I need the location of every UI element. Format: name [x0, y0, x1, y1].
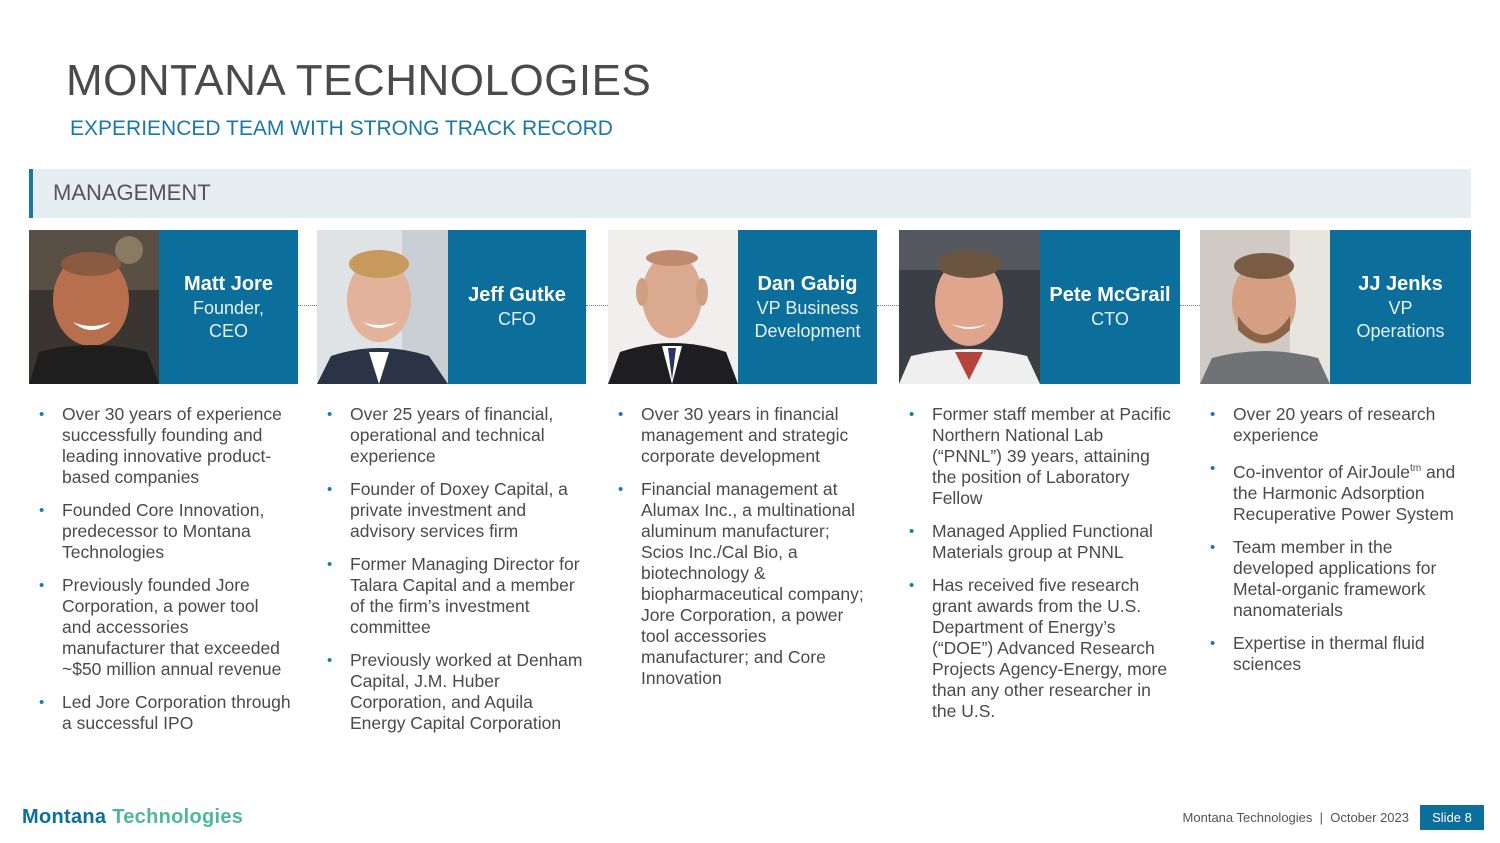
bio-text: Co-inventor of AirJoule	[1233, 461, 1411, 482]
member-namebox	[159, 230, 298, 384]
member-card-jj-jenks	[1200, 230, 1471, 384]
section-header	[29, 169, 1471, 218]
bio-list-matt-jore	[29, 404, 291, 746]
member-role: CEO	[208, 320, 248, 341]
bio-bullet: • Over 30 years in financial management and strategic corporate development	[608, 404, 874, 467]
bio-bullet: • Has received five research grant awards from the U.S. Department of Energy’s (“DOE”) Advanced Research Projects Agency-Energy, more than any other researcher in the U.S.	[899, 575, 1173, 722]
member-role: VP Business	[756, 297, 859, 318]
member-name: Jeff Gutke	[468, 284, 566, 306]
member-photo	[1200, 230, 1330, 384]
company-logo	[22, 806, 243, 829]
logo-part1: Montana	[22, 806, 107, 828]
member-role: CTO	[1091, 309, 1129, 329]
member-photo	[899, 230, 1040, 384]
member-name: Dan Gabig	[757, 272, 858, 295]
bio-bullet: • Managed Applied Functional Materials group at PNNL	[899, 521, 1173, 563]
bio-bullet: • Former staff member at Pacific Northern National Lab (“PNNL”) 39 years, attaining the position of Laboratory Fellow	[899, 404, 1173, 509]
connector-line	[1180, 305, 1200, 306]
member-role: CFO	[498, 309, 536, 329]
bio-bullet: • Over 25 years of financial, operational and technical experience	[317, 404, 585, 467]
connector-line	[298, 305, 317, 306]
member-role: VP	[1388, 297, 1413, 318]
member-card-dan-gabig	[608, 230, 877, 384]
bio-bullet: • Team member in the developed applications for Metal-organic framework nanomaterials	[1200, 537, 1472, 621]
member-name: JJ Jenks	[1358, 272, 1443, 295]
member-namebox	[738, 230, 877, 384]
member-photo	[317, 230, 448, 384]
bio-bullet: • Previously founded Jore Corporation, a power tool and accessories manufacturer that exceeded ~$50 million annual revenue	[29, 575, 291, 680]
connector-line	[877, 305, 899, 306]
bio-bullet: • Founder of Doxey Capital, a private investment and advisory services firm	[317, 479, 585, 542]
member-namebox	[1040, 230, 1180, 384]
bio-bullet: • Financial management at Alumax Inc., a multinational aluminum manufacturer; Scios Inc./Cal Bio, a biotechnology & biopharmaceutical company; Jore Corporation, a power tool accessories manufacturer; and Core Innovation	[608, 479, 874, 689]
member-card-jeff-gutke	[317, 230, 586, 384]
member-role: Development	[754, 320, 861, 341]
member-photo	[608, 230, 738, 384]
member-card-matt-jore	[29, 230, 298, 384]
bio-bullet: • Expertise in thermal fluid sciences	[1200, 633, 1472, 675]
trademark-sup: tm	[1410, 463, 1422, 474]
connector-line	[586, 305, 608, 306]
logo-part2: Technologies	[112, 806, 244, 828]
bio-list-dan-gabig	[608, 404, 874, 701]
bio-list-jeff-gutke	[317, 404, 585, 746]
member-name: Pete McGrail	[1049, 284, 1171, 306]
bio-bullet: • Led Jore Corporation through a successful IPO	[29, 692, 291, 734]
member-role: Operations	[1356, 320, 1445, 341]
bio-list-pete-mcgrail	[899, 404, 1173, 734]
bio-text: and the Harmonic Adsorption Recuperative Power System	[1233, 461, 1456, 524]
member-card-pete-mcgrail	[899, 230, 1180, 384]
bio-list-jj-jenks	[1200, 404, 1472, 687]
bio-bullet: • Former Managing Director for Talara Capital and a member of the firm’s investment committee	[317, 554, 585, 638]
slide-number-badge: Slide 8	[1420, 805, 1484, 830]
bio-bullet: • Over 30 years of experience successfully founding and leading innovative product-based companies	[29, 404, 291, 488]
page-subtitle: EXPERIENCED TEAM WITH STRONG TRACK RECORD	[70, 117, 613, 140]
footer-text: Montana Technologies | October 2023	[1182, 810, 1409, 825]
bio-bullet: • Founded Core Innovation, predecessor to Montana Technologies	[29, 500, 291, 563]
member-namebox	[448, 230, 586, 384]
bio-bullet: • Previously worked at Denham Capital, J.M. Huber Corporation, and Aquila Energy Capital Corporation	[317, 650, 585, 734]
bio-bullet: • Over 20 years of research experience	[1200, 404, 1472, 446]
section-title: MANAGEMENT	[53, 180, 211, 205]
member-namebox	[1330, 230, 1471, 384]
page-title: MONTANA TECHNOLOGIES	[66, 56, 652, 105]
member-photo	[29, 230, 159, 384]
member-name: Matt Jore	[184, 272, 273, 295]
bio-bullet	[1200, 458, 1472, 525]
member-role: Founder,	[192, 297, 265, 318]
